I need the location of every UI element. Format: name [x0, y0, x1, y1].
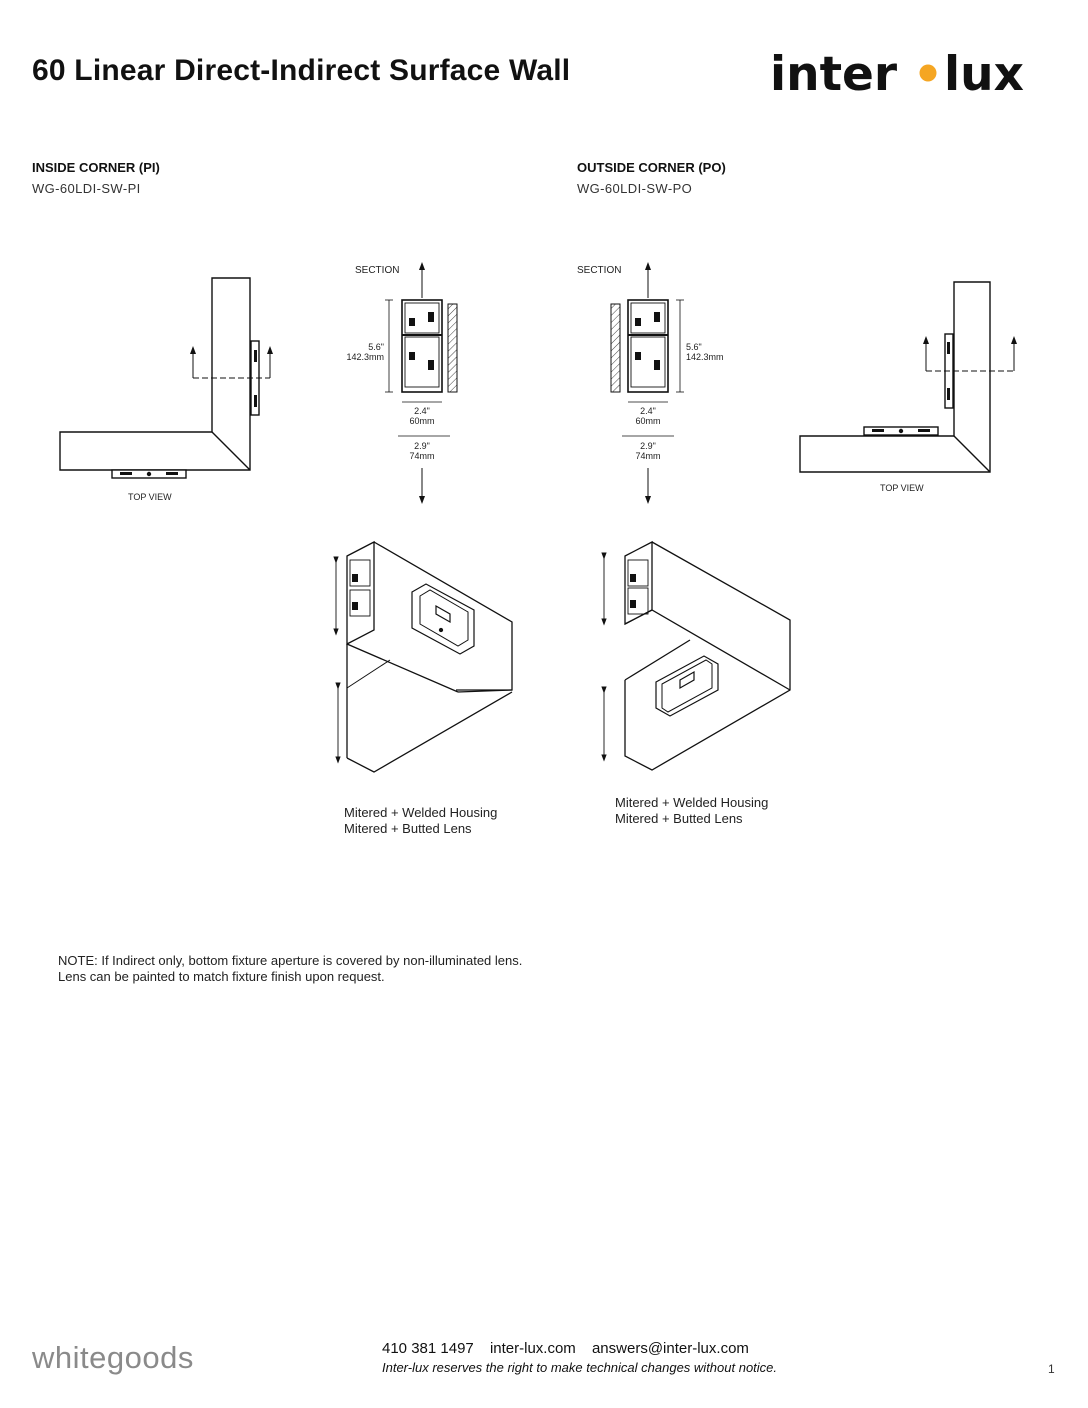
inside-width1-in: 2.4" — [414, 406, 430, 416]
disclaimer: Inter-lux reserves the right to make technical changes without notice. — [382, 1360, 778, 1375]
inside-corner-code: WG-60LDI-SW-PI — [32, 181, 141, 196]
outside-height-mm: 142.3mm — [686, 352, 724, 362]
outside-section-label: SECTION — [577, 265, 622, 276]
inside-caption-line2: Mitered + Butted Lens — [344, 821, 472, 836]
inside-corner-heading: INSIDE CORNER (PI) — [32, 160, 160, 175]
inside-top-view-label: TOP VIEW — [128, 492, 172, 502]
outside-caption-line2: Mitered + Butted Lens — [615, 811, 743, 826]
outside-corner-code: WG-60LDI-SW-PO — [577, 181, 693, 196]
outside-width2-mm: 74mm — [635, 451, 661, 461]
note-block — [58, 953, 522, 985]
outside-caption-line1: Mitered + Welded Housing — [615, 795, 769, 810]
inside-width2-mm: 74mm — [409, 451, 435, 461]
inside-corner-section — [385, 266, 457, 500]
outside-width1-in: 2.4" — [640, 406, 656, 416]
svg-text:inter: inter — [770, 47, 898, 102]
inside-height-in: 5.6" — [368, 342, 384, 352]
outside-top-view-label: TOP VIEW — [880, 483, 924, 493]
note-line2: Lens can be painted to match fixture finish upon request. — [58, 969, 385, 984]
inside-height-mm: 142.3mm — [346, 352, 384, 362]
website-link[interactable]: inter-lux.com — [489, 1340, 576, 1357]
inside-section-label: SECTION — [355, 265, 400, 276]
inside-corner-top-view — [60, 278, 270, 478]
outside-corner-top-view — [800, 282, 1014, 472]
inside-width2-in: 2.9" — [414, 441, 430, 451]
inside-caption-line1: Mitered + Welded Housing — [344, 805, 498, 820]
inside-width1-mm: 60mm — [409, 416, 435, 426]
phone-number: 410 381 1497 — [382, 1340, 474, 1357]
outside-width1-mm: 60mm — [635, 416, 661, 426]
contact-line — [382, 1340, 761, 1357]
svg-text:lux: lux — [944, 47, 1024, 102]
whitegoods-brand: whitegoods — [32, 1340, 194, 1375]
outside-corner-heading: OUTSIDE CORNER (PO) — [577, 160, 726, 175]
page-number: 1 — [1048, 1362, 1055, 1376]
page-title: 60 Linear Direct-Indirect Surface Wall — [32, 54, 571, 87]
email-link[interactable]: answers@inter-lux.com — [591, 1340, 749, 1357]
note-line1: NOTE: If Indirect only, bottom fixture aperture is covered by non-illuminated lens. — [58, 953, 523, 968]
inside-corner-caption — [344, 805, 497, 837]
outside-corner-caption — [615, 795, 768, 827]
inside-corner-isometric — [336, 542, 512, 772]
outside-corner-section — [611, 266, 684, 500]
outside-width2-in: 2.9" — [640, 441, 656, 451]
outside-corner-isometric — [604, 542, 790, 770]
outside-height-in: 5.6" — [686, 342, 702, 352]
